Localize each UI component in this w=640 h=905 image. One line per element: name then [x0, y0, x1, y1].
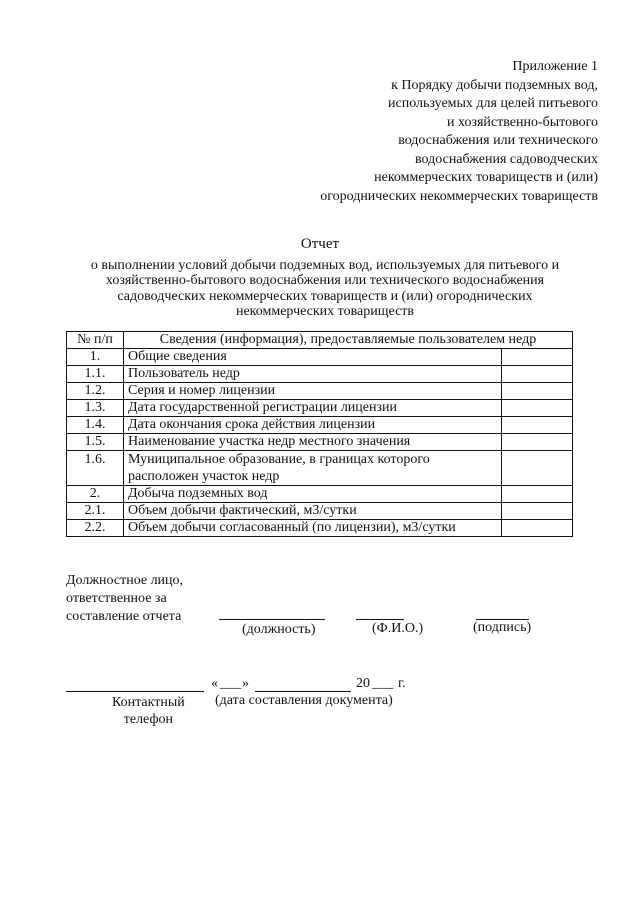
year-suffix: г.: [398, 676, 406, 691]
row-number: 2.: [67, 486, 124, 503]
year-blank[interactable]: ___: [372, 676, 393, 691]
official-line: составление отчета: [66, 609, 182, 624]
appendix-line: огороднических некоммерческих товариществ: [320, 188, 598, 204]
row-value-cell[interactable]: [502, 366, 573, 383]
row-text: Общие сведения: [124, 349, 502, 366]
subtitle-line: хозяйственно-бытового водоснабжения или технического водоснабжения: [105, 273, 545, 289]
report-subtitle: [40, 258, 610, 319]
report-title: Отчет: [300, 236, 340, 252]
table-row: [67, 417, 573, 434]
table-row: [67, 434, 573, 451]
table-row: [67, 383, 573, 400]
name-caption: (Ф.И.О.): [372, 621, 424, 636]
row-number: 1.1.: [67, 366, 124, 383]
row-text: Муниципальное образование, в границах которого расположен участок недр: [124, 451, 502, 486]
report-table: [66, 331, 573, 537]
row-value-cell[interactable]: [502, 451, 573, 486]
row-number: 1.4.: [67, 417, 124, 434]
official-line: ответственное за: [66, 591, 167, 606]
table-row: [67, 486, 573, 503]
signature-caption: (подпись): [473, 620, 532, 635]
appendix-line: используемых для целей питьевого: [388, 96, 598, 111]
row-value-cell[interactable]: [502, 417, 573, 434]
row-number: 2.2.: [67, 520, 124, 537]
row-text: Серия и номер лицензии: [124, 383, 502, 400]
table-row: [67, 520, 573, 537]
table-row: [67, 400, 573, 417]
row-value-cell[interactable]: [502, 503, 573, 520]
row-text: Объем добычи согласованный (по лицензии), м3/сутки: [124, 520, 502, 537]
row-number: 1.: [67, 349, 124, 366]
row-text: Пользователь недр: [124, 366, 502, 383]
date-caption: (дата составления документа): [215, 693, 393, 708]
subtitle-line: садоводческих некоммерческих товариществ и (или) огороднических: [117, 288, 533, 304]
contact-line: Контактный: [112, 695, 185, 710]
appendix-line: к Порядку добычи подземных вод,: [391, 77, 598, 93]
subtitle-line: некоммерческих товариществ: [235, 303, 415, 319]
quote-close: »: [242, 676, 249, 691]
table-header-row: [67, 332, 573, 349]
appendix-line: и хозяйственно-бытового: [446, 114, 598, 130]
row-value-cell[interactable]: [502, 434, 573, 451]
row-value-cell[interactable]: [502, 520, 573, 537]
row-number: 1.2.: [67, 383, 124, 400]
row-text: Дата государственной регистрации лицензии: [124, 400, 502, 417]
appendix-line: Приложение 1: [512, 59, 598, 74]
table-row: [67, 349, 573, 366]
name-blank-line[interactable]: [356, 619, 404, 620]
row-text: Наименование участка недр местного значения: [124, 434, 502, 451]
year-prefix: 20: [356, 676, 370, 691]
table-row: [67, 503, 573, 520]
position-blank-line[interactable]: [219, 619, 325, 620]
appendix-line: некоммерческих товариществ и (или): [374, 170, 598, 185]
row-text: Дата окончания срока действия лицензии: [124, 417, 502, 434]
row-number: 1.3.: [67, 400, 124, 417]
contact-phone-label: [112, 694, 185, 728]
row-number: 2.1.: [67, 503, 124, 520]
appendix-line: водоснабжения или технического: [398, 133, 598, 148]
row-number: 1.6.: [67, 451, 124, 486]
row-text: Объем добычи фактический, м3/сутки: [124, 503, 502, 520]
table-row: [67, 366, 573, 383]
header-number: № п/п: [67, 332, 124, 349]
appendix-line: водоснабжения садоводческих: [415, 151, 598, 167]
official-label: [66, 572, 183, 626]
row-value-cell[interactable]: [502, 383, 573, 400]
appendix-header: [268, 58, 598, 206]
month-blank-line[interactable]: [255, 691, 351, 692]
row-number: 1.5.: [67, 434, 124, 451]
official-line: Должностное лицо,: [66, 573, 184, 588]
contact-line: телефон: [123, 712, 174, 727]
row-value-cell[interactable]: [502, 400, 573, 417]
row-value-cell[interactable]: [502, 486, 573, 503]
day-blank[interactable]: ___: [220, 676, 241, 691]
table-row: [67, 451, 573, 486]
contact-phone-blank-line[interactable]: [66, 691, 204, 692]
row-text: Добыча подземных вод: [124, 486, 502, 503]
header-info: Сведения (информация), предоставляемые пользователем недр: [124, 332, 573, 349]
position-caption: (должность): [242, 622, 316, 637]
quote-open: «: [211, 676, 218, 691]
row-value-cell[interactable]: [502, 349, 573, 366]
subtitle-line: о выполнении условий добычи подземных вод, используемых для питьевого и: [90, 258, 560, 273]
